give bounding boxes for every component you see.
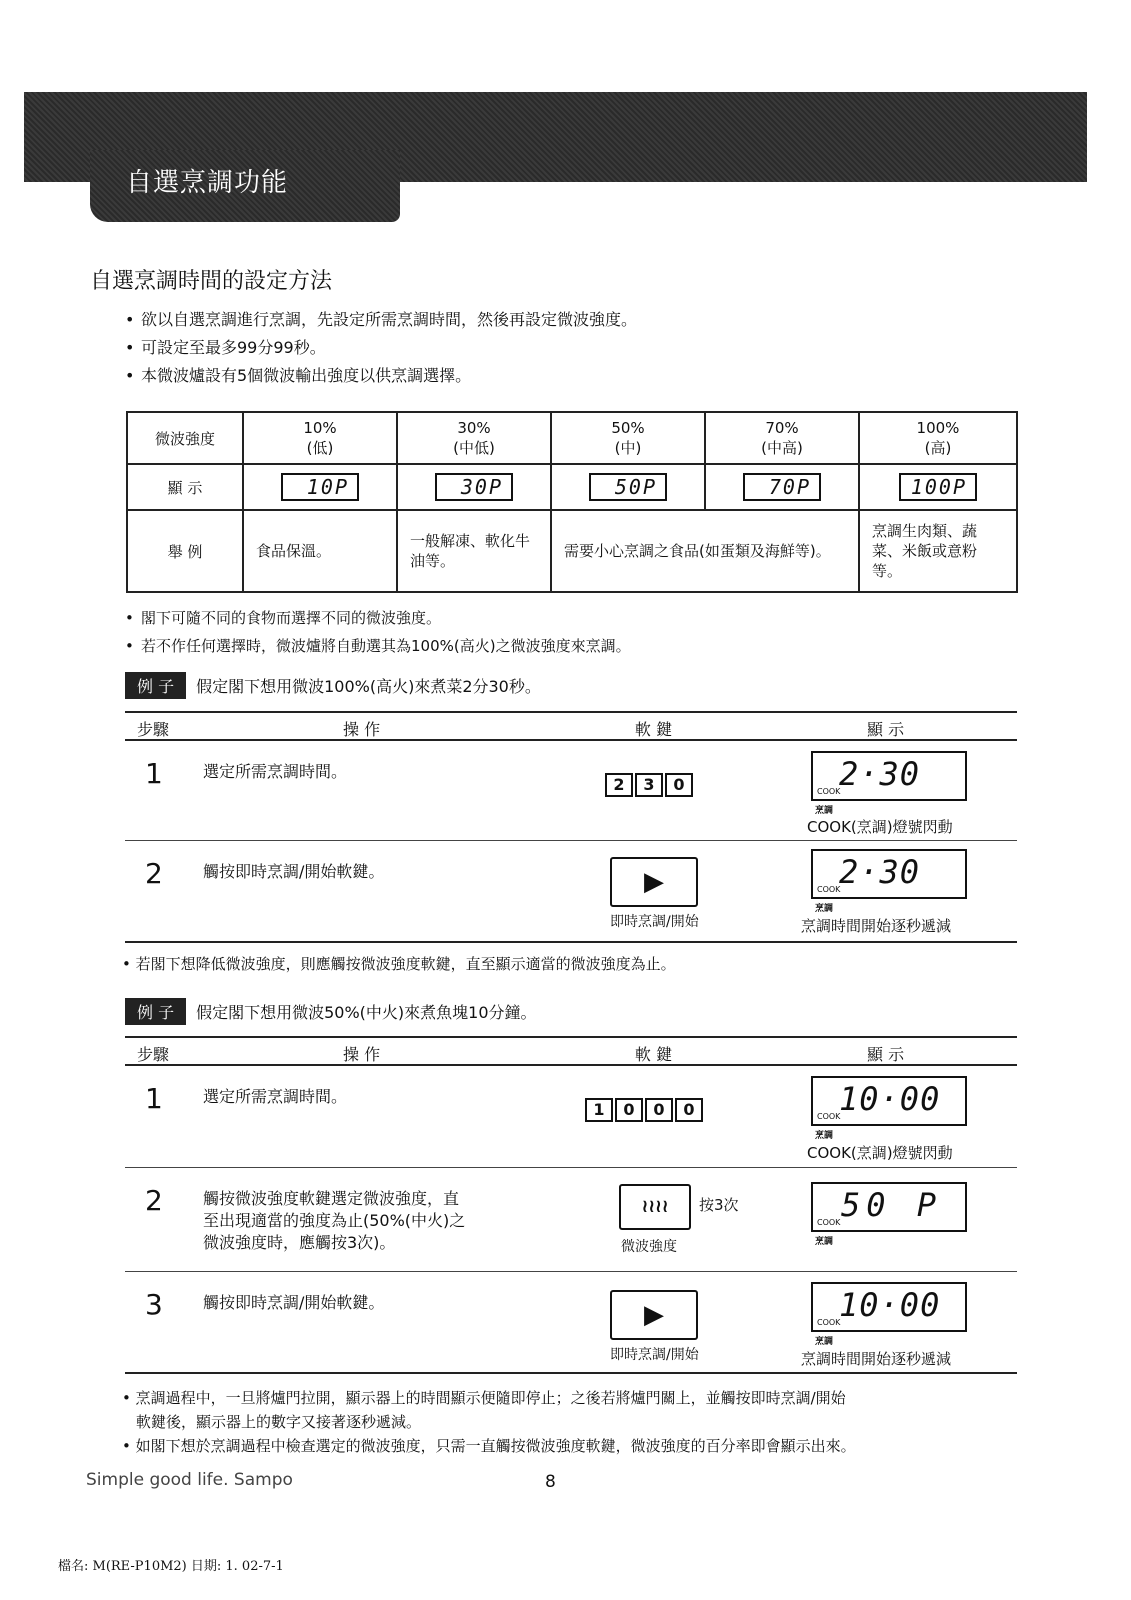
start-button-label: 即時烹調/開始 xyxy=(610,1347,699,1363)
number-key[interactable]: 0 xyxy=(675,1098,703,1122)
mid-bullets xyxy=(125,604,631,660)
power-button-label: 微波強度 xyxy=(621,1239,677,1255)
level-cell: 10% (低) xyxy=(243,412,397,464)
bullet: • 若不作任何選擇時，微波爐將自動選其為100%(高火)之微波強度來烹調。 xyxy=(125,632,631,660)
play-icon: ▶ xyxy=(644,1300,664,1330)
intro-bullets xyxy=(125,306,637,390)
row-label-power: 微波強度 xyxy=(127,412,243,464)
between-note: • 若閣下想降低微波強度，則應觸按微波強度軟鍵，直至顯示適當的微波強度為止。 xyxy=(122,955,676,973)
power-level-table xyxy=(126,411,1018,593)
level-cell: 30% (中低) xyxy=(397,412,551,464)
number-key[interactable]: 3 xyxy=(635,773,663,797)
step-row: 2 觸按微波強度軟鍵選定微波強度，直 至出現適當的強度為止(50%(中火)之 微波強度時，應觸按3次)。 ≀≀≀≀ 按3次 微波強度 50 P COOK 烹調 xyxy=(125,1168,1017,1272)
example-title: 假定閣下想用微波50%(中火)來煮魚塊10分鐘。 xyxy=(196,1003,537,1022)
number-key[interactable]: 0 xyxy=(615,1098,643,1122)
page-number: 8 xyxy=(545,1472,556,1492)
level-cell: 100% (高) xyxy=(859,412,1017,464)
page-title: 自選烹調功能 xyxy=(126,168,289,198)
example-title: 假定閣下想用微波100%(高火)來煮菜2分30秒。 xyxy=(196,677,541,696)
lcd-note: COOK(烹調)燈號閃動 xyxy=(807,818,953,836)
steps-header: 步驟 操 作 軟 鍵 顯 示 xyxy=(125,1036,1017,1066)
lcd-display: 2·30 COOK xyxy=(811,849,967,899)
example-cell: 烹調生肉類、蔬菜、米飯或意粉等。 xyxy=(859,510,1017,592)
step-row: 2 觸按即時烹調/開始軟鍵。 ▶ 即時烹調/開始 2·30 COOK 烹調 烹調時間開始逐秒遞減 xyxy=(125,841,1017,943)
example-cell: 需要小心烹調之食品(如蛋類及海鮮等)。 xyxy=(551,510,859,592)
lcd-level-display: 70P xyxy=(743,473,821,501)
lcd-note: COOK(烹調)燈號閃動 xyxy=(807,1144,953,1162)
example1-steps xyxy=(125,711,1017,943)
lcd-display: 50 P COOK xyxy=(811,1182,967,1232)
bullet: • 本微波爐設有5個微波輸出強度以供烹調選擇。 xyxy=(125,362,637,390)
start-button[interactable] xyxy=(610,1290,698,1340)
row-label-example: 舉 例 xyxy=(127,510,243,592)
start-button[interactable] xyxy=(610,857,698,907)
number-key[interactable]: 0 xyxy=(645,1098,673,1122)
row-label-display: 顯 示 xyxy=(127,464,243,510)
footer-slogan: Simple good life. Sampo xyxy=(86,1470,293,1490)
steps-header: 步驟 操 作 軟 鍵 顯 示 xyxy=(125,711,1017,741)
level-cell: 70% (中高) xyxy=(705,412,859,464)
lcd-display: 2·30 COOK xyxy=(811,751,967,801)
bullet: • 欲以自選烹調進行烹調，先設定所需烹調時間，然後再設定微波強度。 xyxy=(125,306,637,334)
play-icon: ▶ xyxy=(644,867,664,897)
lcd-level-display: 30P xyxy=(435,473,513,501)
step-row: 1 選定所需烹調時間。 1 0 0 0 10·00 COOK 烹調 COOK(烹調)燈號閃動 xyxy=(125,1066,1017,1168)
lcd-note: 烹調時間開始逐秒遞減 xyxy=(801,917,952,935)
lcd-level-display: 100P xyxy=(899,473,977,501)
lcd-level-display: 10P xyxy=(281,473,359,501)
lcd-display: 10·00 COOK xyxy=(811,1076,967,1126)
lcd-level-display: 50P xyxy=(589,473,667,501)
step-row: 1 選定所需烹調時間。 2 3 0 2·30 COOK 烹調 COOK(烹調)燈號閃動 xyxy=(125,741,1017,841)
example-badge: 例 子 xyxy=(125,672,186,699)
microwave-waves-icon: ≀≀≀≀ xyxy=(641,1196,669,1217)
number-keys xyxy=(585,1098,703,1122)
power-level-button[interactable] xyxy=(619,1184,691,1230)
bullet: • 可設定至最多99分99秒。 xyxy=(125,334,637,362)
example-cell: 一般解凍、軟化牛油等。 xyxy=(397,510,551,592)
press-note: 按3次 xyxy=(699,1196,739,1214)
number-key[interactable]: 1 xyxy=(585,1098,613,1122)
step-row: 3 觸按即時烹調/開始軟鍵。 ▶ 即時烹調/開始 10·00 COOK 烹調 烹調時間開始逐秒遞減 xyxy=(125,1272,1017,1374)
lcd-note: 烹調時間開始逐秒遞減 xyxy=(801,1350,952,1368)
example1-header xyxy=(125,672,541,699)
number-keys xyxy=(605,773,693,797)
start-button-label: 即時烹調/開始 xyxy=(610,914,699,930)
example-cell: 食品保溫。 xyxy=(243,510,397,592)
number-key[interactable]: 0 xyxy=(665,773,693,797)
bullet: • 閣下可隨不同的食物而選擇不同的微波強度。 xyxy=(125,604,631,632)
example2-header xyxy=(125,998,537,1025)
example-badge: 例 子 xyxy=(125,998,186,1025)
section-title: 自選烹調時間的設定方法 xyxy=(90,269,333,294)
number-key[interactable]: 2 xyxy=(605,773,633,797)
file-info: 檔名: M(RE-P10M2) 日期: 1. 02-7-1 xyxy=(58,1559,284,1574)
lcd-display: 10·00 COOK xyxy=(811,1282,967,1332)
footer-notes: • 烹調過程中，一旦將爐門拉開，顯示器上的時間顯示便隨即停止；之後若將爐門關上，並觸按即時烹調/開始 軟鍵後，顯示器上的數字又接著逐秒遞減。 • 如閣下想於烹調過程中檢查選定的微波強度，只需一直觸按微波強度軟鍵，微波強度的百分率即會顯示出來。 xyxy=(122,1389,856,1455)
level-cell: 50% (中) xyxy=(551,412,705,464)
example2-steps xyxy=(125,1036,1017,1374)
